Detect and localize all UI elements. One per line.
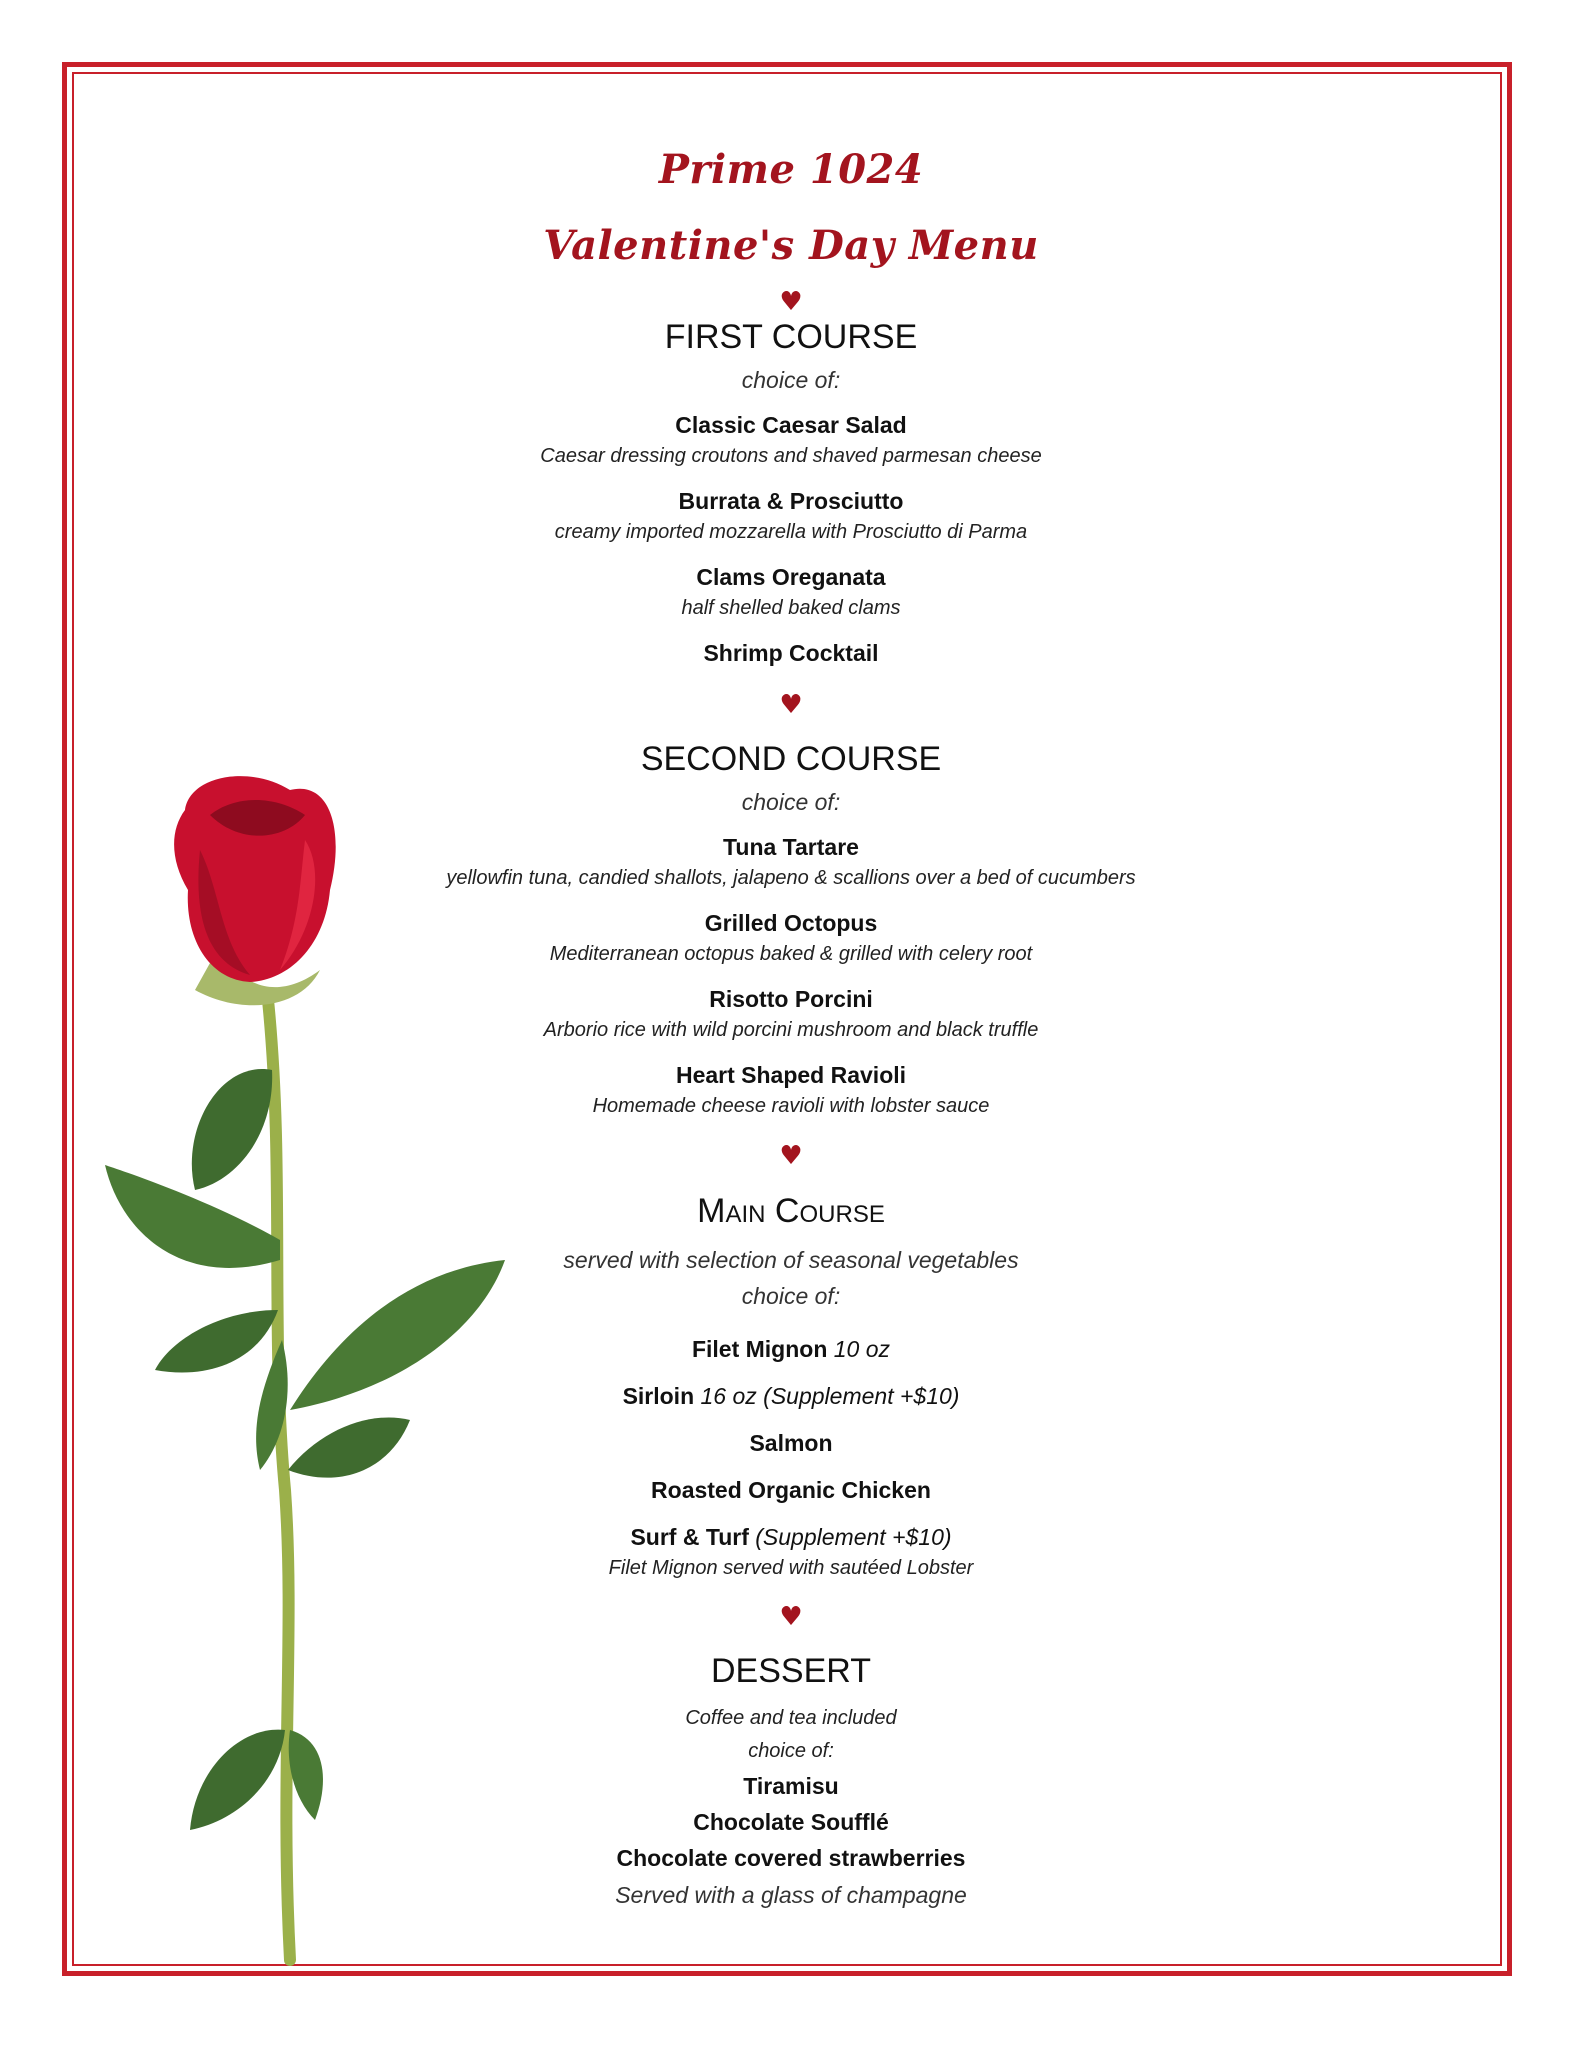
menu-item-name: Salmon	[749, 1430, 833, 1456]
menu-item-name: Tiramisu	[743, 1773, 839, 1799]
menu-item-note: 10 oz	[833, 1336, 891, 1362]
menu-item-name: Classic Caesar Salad	[675, 412, 907, 438]
menu-item-name: Heart Shaped Ravioli	[675, 1062, 907, 1088]
menu-item	[330, 1524, 1252, 1551]
menu-item	[330, 1336, 1252, 1363]
second-course-title: SECOND COURSE	[640, 740, 942, 778]
menu-item-note: (Supplement +$10)	[755, 1524, 952, 1550]
second-course-choice: choice of:	[741, 789, 841, 815]
menu-item-note: 16 oz (Supplement +$10)	[700, 1383, 960, 1409]
menu-item-name: Clams Oreganata	[696, 564, 886, 590]
restaurant-name: Prime 1024	[658, 146, 924, 193]
menu-item	[330, 1383, 1252, 1410]
menu-item-desc: Caesar dressing croutons and shaved parmesan cheese	[540, 445, 1042, 467]
menu-item-name: Chocolate Soufflé	[693, 1809, 889, 1835]
main-course-served: served with selection of seasonal vegetables	[563, 1247, 1019, 1273]
menu-item-name: Grilled Octopus	[704, 910, 878, 936]
menu-item-name: Tuna Tartare	[723, 834, 859, 860]
heart-divider-icon: ♥	[779, 1602, 803, 1632]
heart-divider-icon: ♥	[779, 1141, 803, 1171]
dessert-closing: Served with a glass of champagne	[615, 1882, 967, 1908]
menu-item-name: Filet Mignon	[691, 1336, 828, 1362]
menu-item-name: Shrimp Cocktail	[703, 640, 879, 666]
menu-item-desc: half shelled baked clams	[681, 597, 901, 619]
menu-item-desc: Filet Mignon served with sautéed Lobster	[608, 1557, 974, 1579]
menu-item-name: Risotto Porcini	[709, 986, 873, 1012]
dessert-choice: choice of:	[748, 1740, 834, 1762]
menu-item-desc: Homemade cheese ravioli with lobster sauce	[592, 1095, 990, 1117]
menu-item-name: Roasted Organic Chicken	[651, 1477, 931, 1503]
menu-item-name: Surf & Turf	[630, 1524, 749, 1550]
first-course-title: FIRST COURSE	[664, 318, 918, 356]
main-course-title: Main Course	[697, 1192, 885, 1230]
dessert-note: Coffee and tea included	[685, 1707, 897, 1729]
menu-item-name: Chocolate covered strawberries	[616, 1845, 966, 1871]
menu-item-desc: creamy imported mozzarella with Prosciutto di Parma	[554, 521, 1028, 543]
heart-divider-icon: ♥	[779, 690, 803, 720]
dessert-title: DESSERT	[711, 1652, 871, 1690]
main-course-choice: choice of:	[741, 1283, 841, 1309]
menu-item-desc: Mediterranean octopus baked & grilled with celery root	[549, 943, 1033, 965]
menu-item-name: Sirloin	[622, 1383, 695, 1409]
menu-title: Valentine's Day Menu	[543, 222, 1039, 269]
menu-item-name: Burrata & Prosciutto	[678, 488, 904, 514]
first-course-choice: choice of:	[741, 367, 841, 393]
menu-item-desc: Arborio rice with wild porcini mushroom and black truffle	[543, 1019, 1039, 1041]
heart-divider-icon: ♥	[779, 287, 803, 317]
menu-item-desc: yellowfin tuna, candied shallots, jalapeno & scallions over a bed of cucumbers	[446, 867, 1136, 889]
